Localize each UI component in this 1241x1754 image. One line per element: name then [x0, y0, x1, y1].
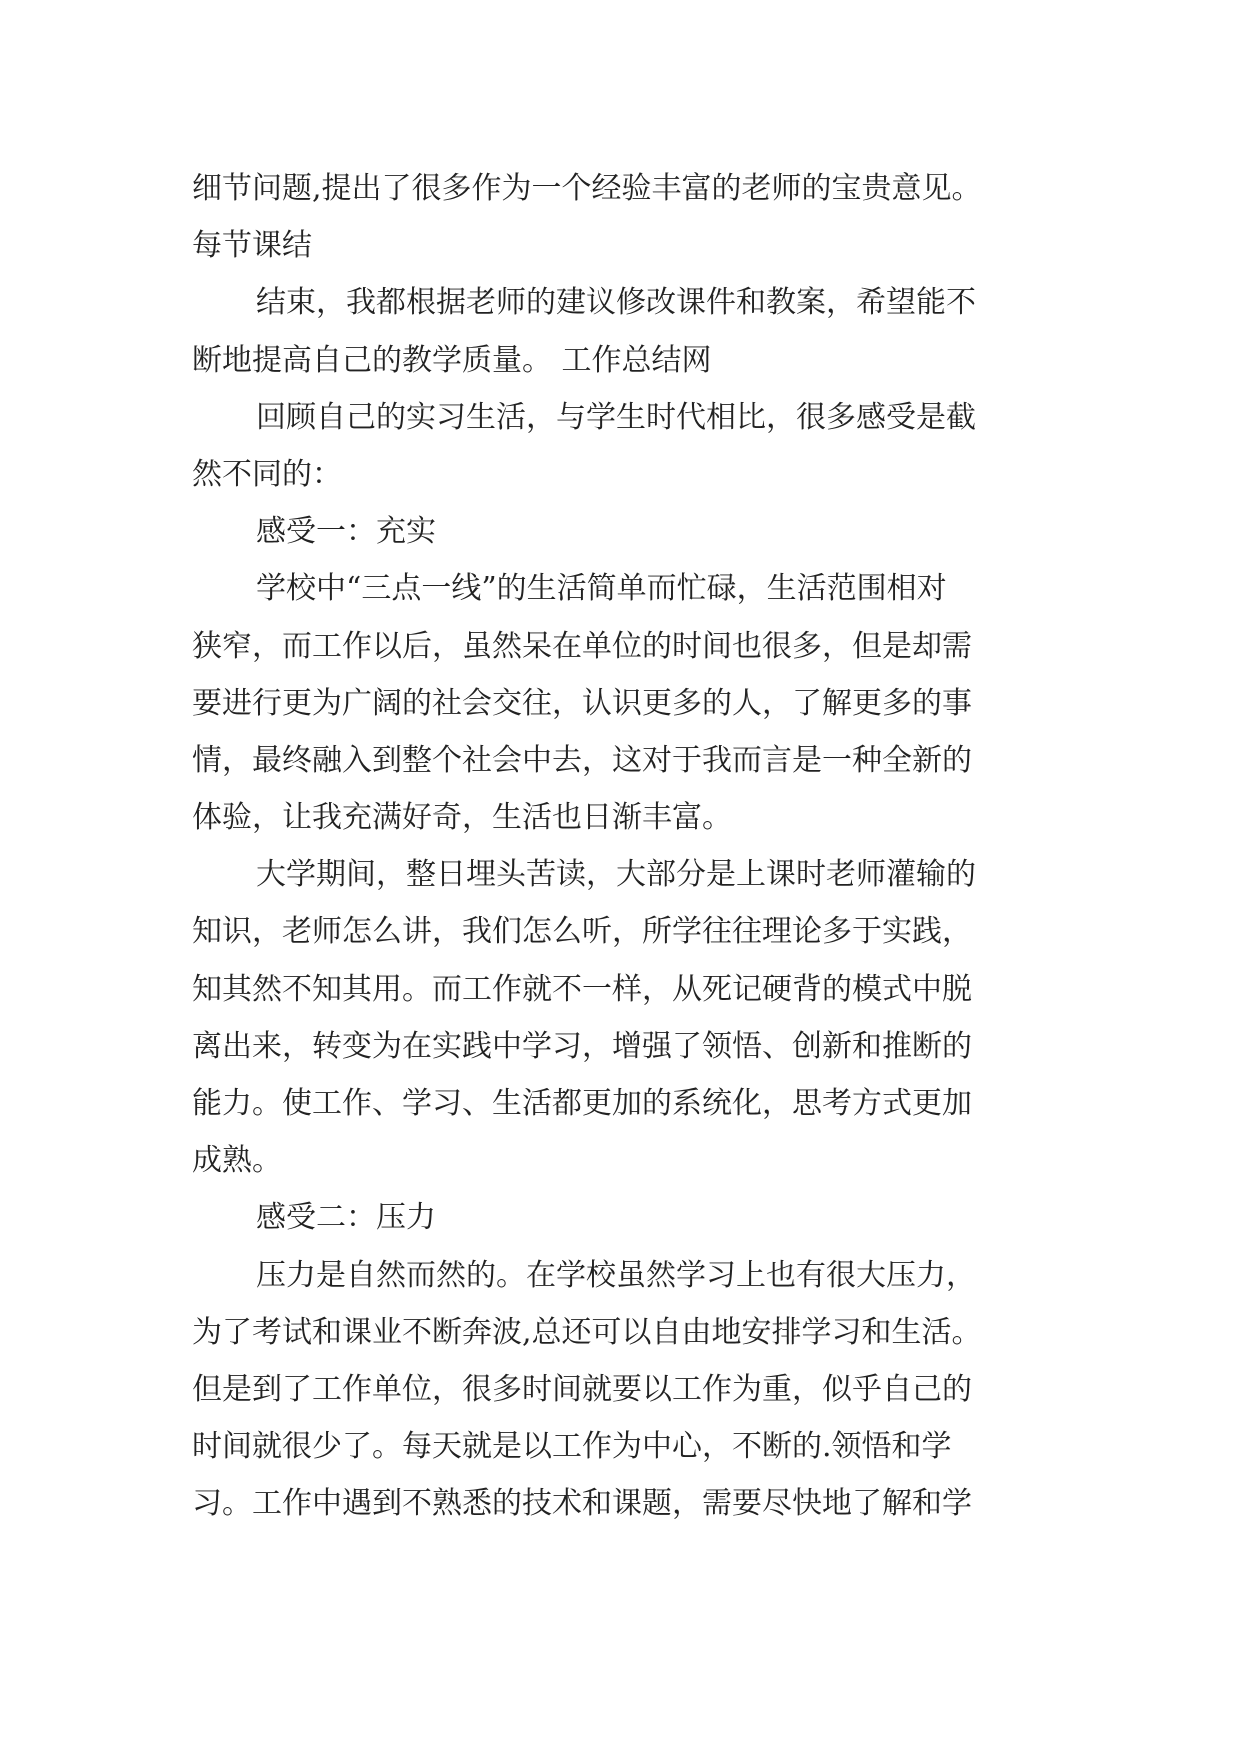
text-line-15: 知其然不知其用。而工作就不一样，从死记硬背的模式中脱 [192, 971, 972, 1007]
text-line-13: 大学期间，整日埋头苦读，大部分是上课时老师灌输的 [256, 857, 976, 893]
text-line-24: 习。工作中遇到不熟悉的技术和课题，需要尽快地了解和学 [192, 1486, 972, 1522]
text-line-11: 情，最终融入到整个社会中去，这对于我而言是一种全新的 [192, 742, 972, 778]
text-line-21: 为了考试和课业不断奔波,总还可以自由地安排学习和生活。 [192, 1314, 982, 1350]
body-text [192, 160, 1092, 1533]
text-line-8: 学校中“三点一线”的生活简单而忙碌，生活范围相对 [256, 571, 947, 607]
text-line-10: 要进行更为广阔的社会交往，认识更多的人，了解更多的事 [192, 685, 972, 721]
text-line-12: 体验，让我充满好奇，生活也日渐丰富。 [192, 800, 732, 836]
text-line-9: 狭窄，而工作以后，虽然呆在单位的时间也很多，但是却需 [192, 628, 972, 664]
text-line-2: 每节课结 [192, 228, 312, 264]
section-heading-2: 感受二：压力 [256, 1200, 436, 1236]
text-line-22: 但是到了工作单位，很多时间就要以工作为重，似乎自己的 [192, 1371, 972, 1407]
section-heading-1: 感受一：充实 [256, 514, 436, 550]
text-line-5: 回顾自己的实习生活，与学生时代相比，很多感受是截 [256, 399, 976, 435]
text-line-17: 能力。使工作、学习、生活都更加的系统化，思考方式更加 [192, 1086, 972, 1121]
text-line-20: 压力是自然而然的。在学校虽然学习上也有很大压力， [256, 1257, 976, 1293]
text-line-4: 断地提高自己的教学质量。 工作总结网 [192, 342, 712, 378]
text-line-18: 成熟。 [192, 1143, 282, 1179]
text-line-6: 然不同的： [192, 456, 342, 492]
text-line-23: 时间就很少了。每天就是以工作为中心，不断的.领悟和学 [192, 1429, 952, 1465]
text-line-14: 知识，老师怎么讲，我们怎么听，所学往往理论多于实践， [192, 914, 972, 950]
text-line-16: 离出来，转变为在实践中学习，增强了领悟、创新和推断的 [192, 1028, 972, 1064]
text-line-3: 结束，我都根据老师的建议修改课件和教案，希望能不 [256, 285, 976, 321]
text-line-1: 细节问题,提出了很多作为一个经验丰富的老师的宝贵意见。 [192, 171, 982, 206]
